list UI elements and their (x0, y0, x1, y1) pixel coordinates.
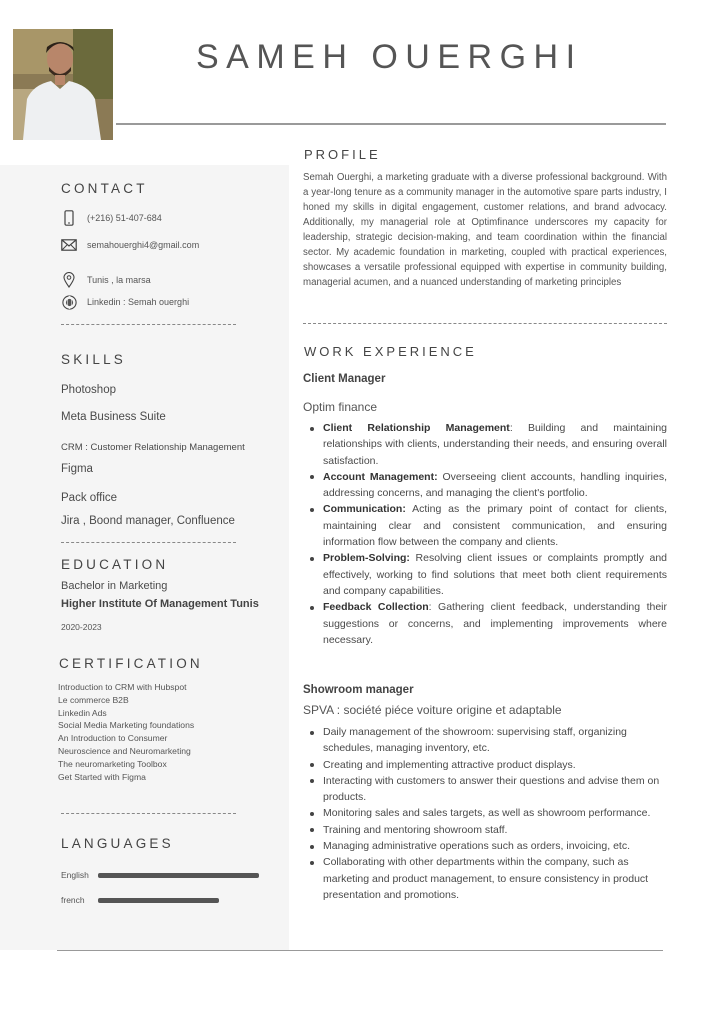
contact-linkedin[interactable] (60, 293, 189, 311)
bullet-label: Account Management: (323, 470, 438, 483)
language-row (61, 895, 219, 905)
job-company: Optim finance (303, 400, 378, 414)
bullet-text: Resolving client issues or complaints promptly and effectively, working to find solutions that meet both client requirements and company capabilities. (323, 552, 667, 597)
job-title: Showroom manager (303, 684, 414, 696)
skill-item: Pack office (61, 492, 118, 504)
language-level-bar (98, 898, 219, 903)
profile-title: PROFILE (304, 147, 381, 162)
certification-item: Neuroscience and Neuromarketing (58, 745, 191, 756)
contact-email[interactable] (60, 236, 199, 254)
skill-item: Meta Business Suite (61, 411, 166, 423)
skill-item: Photoshop (61, 384, 116, 396)
job-bullet: Managing administrative operations such as orders, invoicing, etc. (308, 838, 667, 854)
full-name: SAMEH OUERGHI (196, 38, 583, 76)
bullet-text: Acting as the primary point of contact for clients, maintaining clear and consistent communication, and ensuring information flow between the company and clients. (323, 503, 667, 549)
certification-item: Introduction to CRM with Hubspot (58, 682, 187, 692)
language-row (61, 870, 259, 880)
profile-divider (303, 323, 667, 324)
certification-item: Get Started with Figma (58, 771, 146, 782)
job-bullets (308, 420, 667, 648)
education-title: EDUCATION (61, 557, 169, 572)
job-title: Client Manager (303, 373, 386, 385)
job-company: SPVA : société piéce voiture origine et adaptable (303, 703, 562, 717)
education-school: Higher Institute Of Management Tunis (61, 598, 259, 610)
certification-list (58, 681, 194, 783)
profile-photo (13, 29, 113, 140)
certification-item: Linkedin Ads (58, 707, 107, 718)
skill-item: CRM : Customer Relationship Management (61, 442, 245, 453)
bullet-label: Client Relationship Management (323, 422, 510, 434)
job-bullet: Daily management of the showroom: supervising staff, organizing schedules, managing inventory, etc. (308, 724, 667, 757)
location-icon (60, 271, 78, 289)
linkedin-icon (60, 293, 78, 311)
job-bullet (308, 599, 667, 648)
bullet-sep: : (509, 422, 513, 434)
linkedin-text: Linkedin : Semah ouerghi (87, 297, 190, 307)
email-icon (60, 236, 78, 254)
certification-item: Social Media Marketing foundations (58, 720, 195, 731)
contact-divider (61, 324, 236, 325)
certification-item: Le commerce B2B (58, 694, 129, 705)
bullet-label: Communication: (323, 503, 406, 516)
email-text: semahouerghi4@gmail.com (87, 240, 200, 250)
bullet-label: Feedback Collection (323, 601, 429, 614)
bullet-label: Problem-Solving: (323, 552, 410, 565)
language-level-bar (98, 873, 259, 878)
skills-title: SKILLS (61, 352, 126, 367)
job-bullet: Collaborating with other departments within the company, such as marketing and product management, to ensure consistency in product presentation and promotions. (308, 854, 667, 903)
skill-item: Figma (61, 463, 93, 475)
skill-item: Jira , Boond manager, Confluence (61, 515, 235, 527)
certification-item: An Introduction to Consumer (58, 733, 168, 744)
certification-divider (61, 813, 236, 814)
phone-icon (60, 209, 78, 227)
phone-text: (+216) 51-407-684 (87, 213, 162, 223)
job-bullet (308, 420, 667, 469)
location-text: Tunis , la marsa (87, 275, 151, 285)
job-bullet: Monitoring sales and sales targets, as well as showroom performance. (308, 805, 667, 821)
education-degree: Bachelor in Marketing (61, 580, 168, 592)
education-years: 2020-2023 (61, 622, 102, 632)
certification-title: CERTIFICATION (59, 656, 203, 671)
languages-title: LANGUAGES (61, 836, 174, 851)
contact-location (60, 271, 151, 289)
header-divider (116, 123, 666, 125)
job-bullet: Training and mentoring showroom staff. (308, 822, 667, 838)
profile-text: Semah Ouerghi, a marketing graduate with a diverse professional background. With a year-long tenure as a community manager in the automotive spare parts industry, I honed my skills in digital engagement, customer relations, and brand advocacy. Additionally, my managerial role at Optimfinance underscores my capacity for leadership, strategic decision-making, and team coordination within the financial sector. My academic foundation in marketing, coupled with practical experiences, showcases a versatile professional equipped with expertise in community building, managerial acumen, and a nuanced understanding of marketing principles (303, 172, 667, 288)
bullet-text: Overseeing client accounts, handling inquiries, addressing concerns, and managing the client's portfolio. (323, 470, 668, 500)
footer-divider (57, 950, 663, 951)
job-bullet (308, 501, 667, 550)
job-bullet (308, 469, 667, 502)
job-bullet: Creating and implementing attractive product displays. (308, 757, 667, 773)
language-name: french (61, 895, 85, 905)
certification-item: The neuromarketing Toolbox (58, 758, 167, 769)
bullet-text: Gathering client feedback, understanding their suggestions or concerns, and implementing improvements where necessary. (323, 601, 667, 646)
bullet-sep: : (428, 601, 432, 614)
experience-title: WORK EXPERIENCE (304, 344, 477, 359)
job-bullet (308, 550, 667, 599)
contact-phone (60, 209, 162, 227)
contact-title: CONTACT (61, 181, 148, 196)
job-bullets (308, 724, 667, 903)
skills-divider (61, 542, 236, 543)
language-name: English (61, 870, 89, 880)
bullet-text: Building and maintaining relationships with clients, understanding their needs, and ensuring overall satisfaction. (323, 422, 667, 467)
job-bullet: Interacting with customers to answer their questions and advise them on products. (308, 773, 667, 806)
